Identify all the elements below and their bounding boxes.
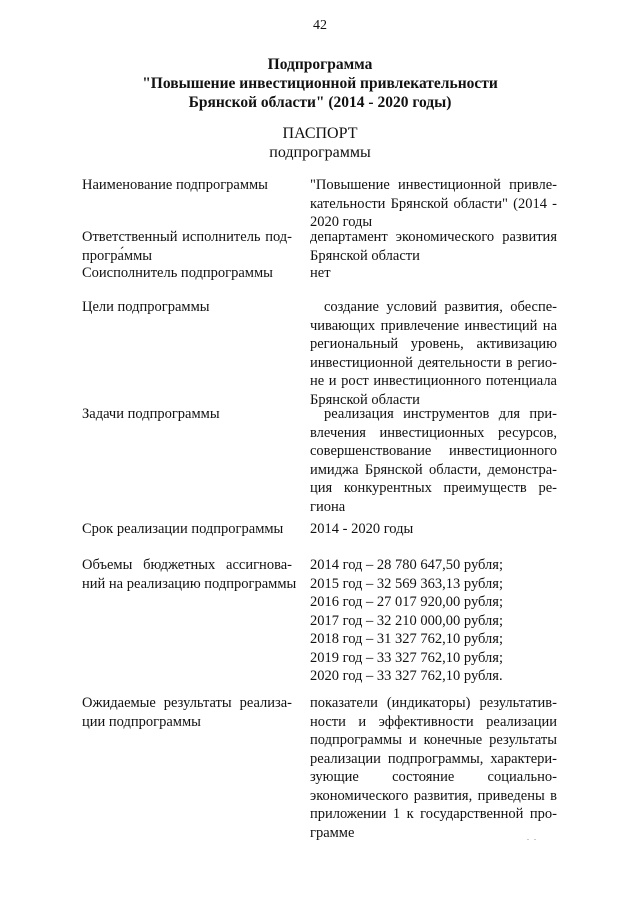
value-line: приложении 1 к государственной про- xyxy=(310,806,557,822)
budget-line: 2014 год – 28 780 647,50 рубля; xyxy=(310,557,503,573)
budget-label xyxy=(82,556,297,593)
value-line: инвестиционной деятельности в регио- xyxy=(310,354,557,371)
term-value xyxy=(310,520,557,539)
value-line: показатели (индикаторы) результатив- xyxy=(310,695,557,711)
heading-line-1: Подпрограмма xyxy=(267,56,373,73)
label-line: Цели подпрограммы xyxy=(82,299,210,315)
heading-line-3: Брянской области" (2014 - 2020 годы) xyxy=(188,94,452,111)
subprogram-heading xyxy=(0,55,640,112)
term-label xyxy=(82,520,292,539)
results-value xyxy=(310,694,557,842)
passport-title: ПАСПОРТ xyxy=(282,125,358,142)
executor-label xyxy=(82,228,292,265)
value-line: 2014 - 2020 годы xyxy=(310,521,414,537)
value-line: реализации подпрограммы, характери- xyxy=(310,750,557,767)
passport-subtitle: подпрограммы xyxy=(269,144,371,161)
value-line: реализация инструментов для при- xyxy=(324,406,557,422)
value-line: подпрограммы и конечные результаты xyxy=(310,732,557,748)
value-line: 2020 годы xyxy=(310,214,373,230)
value-line: влечения инвестиционных ресурсов, xyxy=(310,424,557,441)
label-line: Ответственный исполнитель под- xyxy=(82,229,292,245)
label-line: ний на реализацию подпрограммы xyxy=(82,575,297,592)
budget-line: 2020 год – 33 327 762,10 рубля. xyxy=(310,668,503,684)
value-line: совершенствование инвестиционного xyxy=(310,443,557,459)
executor-value xyxy=(310,228,557,265)
passport-title-block xyxy=(0,124,640,162)
goals-value xyxy=(310,298,557,409)
value-line: "Повышение инвестиционной привле- xyxy=(310,177,557,193)
tasks-label xyxy=(82,405,292,424)
name-value xyxy=(310,176,557,232)
value-line: экономического развития, приведены в xyxy=(310,787,557,804)
budget-line: 2018 год – 31 327 762,10 рубля; xyxy=(310,631,503,647)
value-line: чивающих привлечение инвестиций на xyxy=(310,317,557,334)
value-line: ности и эффективности реализации xyxy=(310,713,557,730)
label-line: Объемы бюджетных ассигнова- xyxy=(82,557,292,573)
value-line: кательности Брянской области" (2014 - xyxy=(310,195,557,212)
scan-speck xyxy=(527,839,529,840)
label-line: Срок реализации подпрограммы xyxy=(82,521,284,537)
value-line: зующие состояние социально- xyxy=(310,769,557,785)
budget-line: 2017 год – 32 210 000,00 рубля; xyxy=(310,612,503,629)
value-line: департамент экономического развития xyxy=(310,229,557,245)
heading-line-2: "Повышение инвестиционной привлекательности xyxy=(142,75,498,92)
label-line: Задачи подпрограммы xyxy=(82,406,220,422)
page-number: 42 xyxy=(313,18,327,33)
label-line: Ожидаемые результаты реализа- xyxy=(82,695,292,711)
value-line: не и рост инвестиционного потенциала xyxy=(310,373,557,389)
value-line: гиона xyxy=(310,498,346,515)
label-line: програ́ммы xyxy=(82,247,152,264)
value-line: Брянской области xyxy=(310,391,420,408)
coexecutor-label xyxy=(82,264,292,283)
scan-speck xyxy=(534,839,536,840)
value-line: создание условий развития, обеспе- xyxy=(324,299,557,315)
budget-line: 2015 год – 32 569 363,13 рубля; xyxy=(310,575,503,592)
budget-line: 2016 год – 27 017 920,00 рубля; xyxy=(310,594,503,610)
value-line: региональный уровень, активизацию xyxy=(310,336,557,352)
value-line: нет xyxy=(310,265,331,281)
tasks-value xyxy=(310,405,557,516)
value-line: Брянской области xyxy=(310,247,420,264)
label-line: Соисполнитель подпрограммы xyxy=(82,265,273,281)
value-line: грамме xyxy=(310,824,355,841)
name-label xyxy=(82,176,292,195)
budget-value xyxy=(310,556,557,686)
goals-label xyxy=(82,298,292,317)
value-line: имиджа Брянской области, демонстра- xyxy=(310,461,557,478)
label-line: Наименование подпрограммы xyxy=(82,177,268,193)
label-line: ции подпрограммы xyxy=(82,713,201,730)
results-label xyxy=(82,694,292,731)
coexecutor-value xyxy=(310,264,557,283)
budget-line: 2019 год – 33 327 762,10 рубля; xyxy=(310,649,503,666)
value-line: ция конкурентных преимуществ ре- xyxy=(310,480,557,496)
